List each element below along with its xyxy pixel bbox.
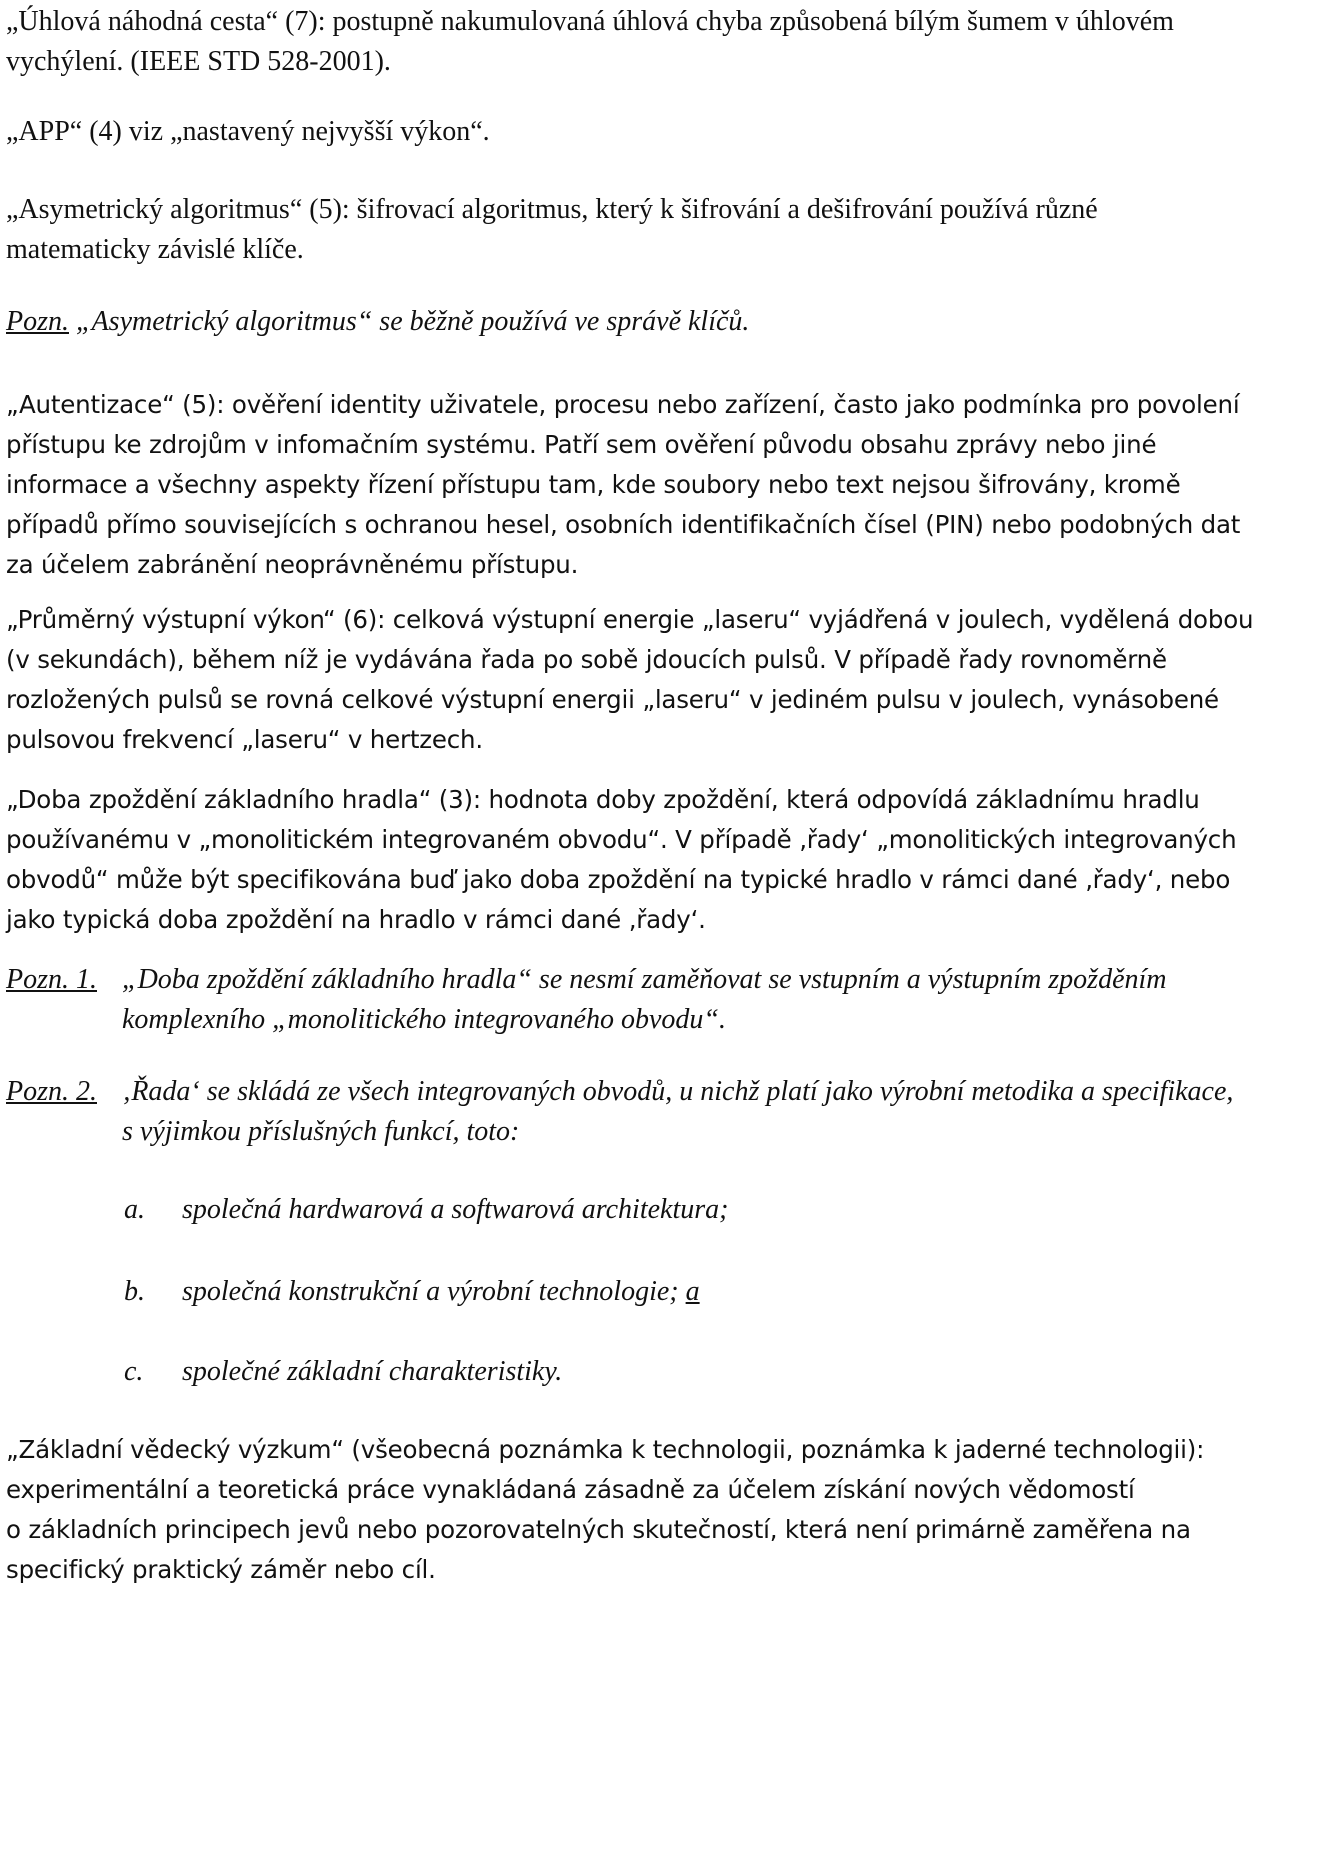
list-text [182, 1352, 562, 1392]
text-line: rozložených pulsů se rovná celkové výstupní energii „laseru“ v jediném pulsu v joulech, vynásobené [6, 685, 1219, 714]
list-text [182, 1190, 728, 1230]
note-body [122, 1072, 1322, 1152]
text-line: případů přímo souvisejících s ochranou hesel, osobních identifikačních čísel (PIN) nebo podobných dat [6, 510, 1241, 539]
text-line: „Průměrný výstupní výkon“ (6): celková výstupní energie „laseru“ vyjádřená v joulech, vydělená dobou [6, 605, 1254, 634]
list-text-main: společná hardwarová a softwarová architektura; [182, 1194, 729, 1225]
text-line: „Autentizace“ (5): ověření identity uživatele, procesu nebo zařízení, často jako podmínka pro povolení [6, 390, 1240, 419]
text-line: „Asymetrický algoritmus“ (5): šifrovací algoritmus, který k šifrování a dešifrování používá různé [6, 194, 1098, 225]
text-line: jako typická doba zpoždění na hradlo v rámci dané ‚řady‘. [6, 905, 706, 934]
definition-doba-zpozdeni-zakladniho-hradla [6, 780, 1336, 940]
list-text [182, 1272, 700, 1312]
definition-uhlova-nahodna-cesta [6, 2, 1336, 82]
list-text-suffix: a [685, 1276, 700, 1307]
definition-app [6, 112, 1336, 152]
text-line: používanému v „monolitickém integrovaném obvodu“. V případě ‚řady‘ „monolitických integrovaných [6, 825, 1237, 854]
text-line: specifický praktický záměr nebo cíl. [6, 1555, 436, 1584]
definition-asymetricky-algoritmus [6, 190, 1336, 270]
text-line: „Úhlová náhodná cesta“ (7): postupně nakumulovaná úhlová chyba způsobená bílým šumem v úhlovém [6, 6, 1174, 37]
text-line: vychýlení. (IEEE STD 528-2001). [6, 46, 391, 77]
text-line: komplexního „monolitického integrovaného obvodu“. [122, 1004, 726, 1035]
definition-autentizace [6, 385, 1336, 585]
list-text-main: společná konstrukční a výrobní technologie; [182, 1276, 686, 1307]
list-letter: c. [124, 1356, 144, 1387]
text-line: „Doba zpoždění základního hradla“ (3): hodnota doby zpoždění, která odpovídá základnímu hradlu [6, 785, 1200, 814]
text-line: obvodů“ může být specifikována buď jako doba zpoždění na typické hradlo v rámci dané ‚řady‘, nebo [6, 865, 1231, 894]
text-line: přístupu ke zdrojům v infomačním systému. Patří sem ověření původu obsahu zprávy nebo jiné [6, 430, 1157, 459]
text-line: s výjimkou příslušných funkcí, toto: [122, 1116, 520, 1147]
text-line: ‚Řada‘ se skládá ze všech integrovaných obvodů, u nichž platí jako výrobní metodika a specifikace, [122, 1076, 1234, 1107]
text-line: za účelem zabránění neoprávněnému přístupu. [6, 550, 579, 579]
note-body [122, 960, 1322, 1040]
text-line: „Základní vědecký výzkum“ (všeobecná poznámka k technologii, poznámka k jaderné technologii): [6, 1435, 1205, 1464]
definition-zakladni-vedecky-vyzkum [6, 1430, 1336, 1590]
text-line: informace a všechny aspekty řízení přístupu tam, kde soubory nebo text nejsou šifrovány, kromě [6, 470, 1181, 499]
note-text: „Asymetrický algoritmus“ se běžně používá ve správě klíčů. [69, 306, 750, 337]
text-line: (v sekundách), během níž je vydávána řada po sobě jdoucích pulsů. V případě řady rovnoměrně [6, 645, 1167, 674]
text-line: „APP“ (4) viz „nastavený nejvyšší výkon“. [6, 116, 490, 147]
note-label: Pozn. 1. [6, 964, 97, 995]
list-letter: b. [124, 1276, 145, 1307]
list-letter: a. [124, 1194, 145, 1225]
text-line: o základních principech jevů nebo pozorovatelných skutečností, která není primárně zaměřena na [6, 1515, 1191, 1544]
note-asymetricky-algoritmus [6, 302, 1336, 342]
text-line: pulsovou frekvencí „laseru“ v hertzech. [6, 725, 483, 754]
note-label: Pozn. 2. [6, 1076, 97, 1107]
definition-prumerny-vystupni-vykon [6, 600, 1336, 760]
list-text-main: společné základní charakteristiky. [182, 1356, 563, 1387]
note-label: Pozn. [6, 306, 69, 337]
text-line: experimentální a teoretická práce vynakládaná zásadně za účelem získání nových vědomostí [6, 1475, 1135, 1504]
text-line: „Doba zpoždění základního hradla“ se nesmí zaměňovat se vstupním a výstupním zpožděním [122, 964, 1167, 995]
text-line: matematicky závislé klíče. [6, 234, 304, 265]
